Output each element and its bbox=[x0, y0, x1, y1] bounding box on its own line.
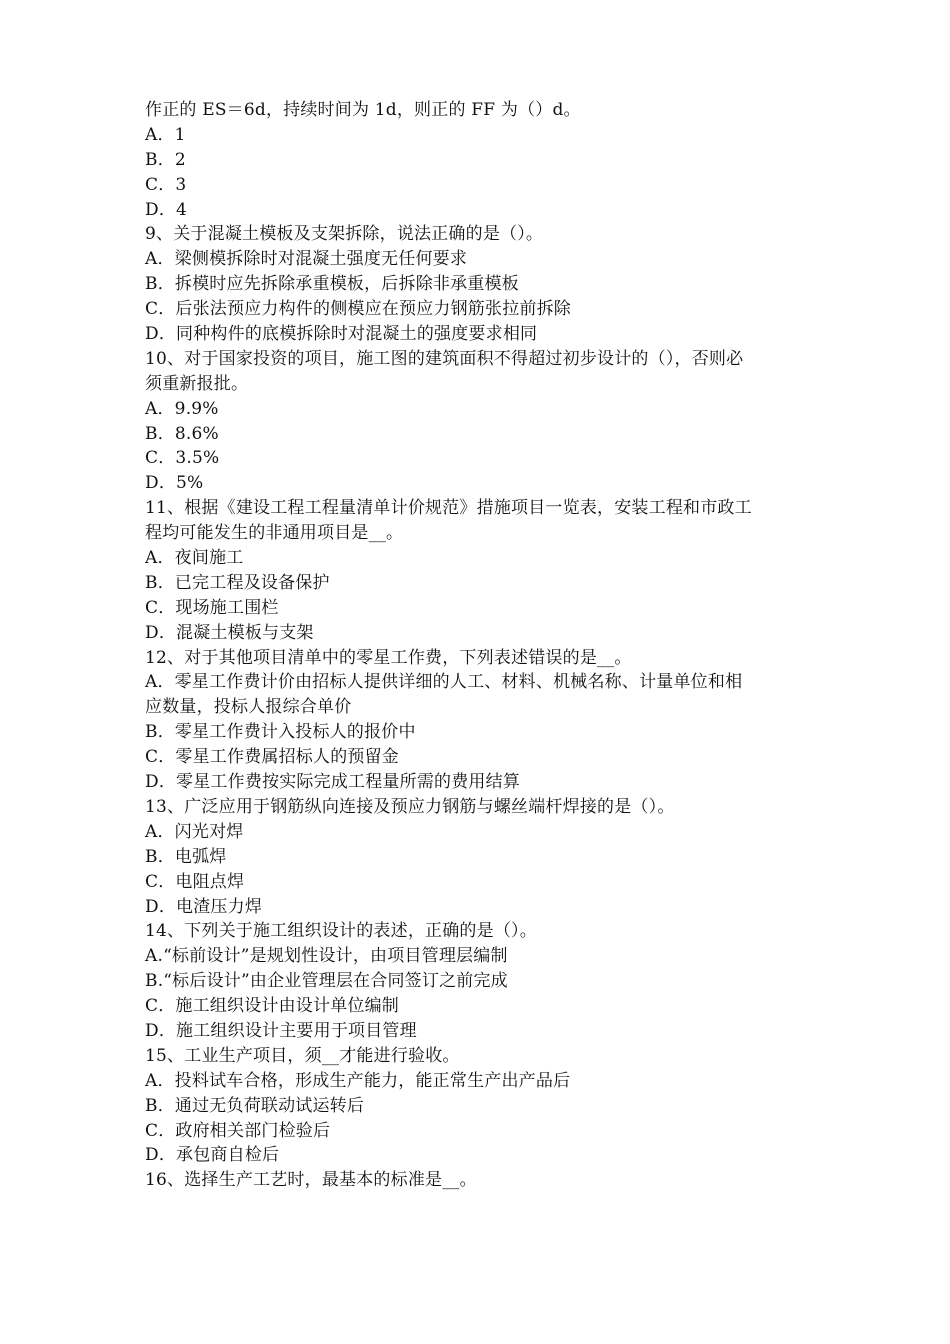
q12-option-d: D．零星工作费按实际完成工程量所需的费用结算 bbox=[145, 772, 521, 793]
q12-option-b: B．零星工作费计入投标人的报价中 bbox=[145, 722, 416, 743]
q9-option-c: C．后张法预应力构件的侧模应在预应力钢筋张拉前拆除 bbox=[145, 299, 572, 320]
q8-option-a: A．1 bbox=[145, 124, 186, 145]
q13-option-c: C．电阻点焊 bbox=[145, 871, 245, 892]
q11-option-c: C．现场施工围栏 bbox=[145, 597, 279, 618]
q12-option-a-line-2: 应数量，投标人报综合单价 bbox=[145, 697, 352, 718]
q13-option-b: B．电弧焊 bbox=[145, 846, 227, 867]
q11-option-d: D．混凝土模板与支架 bbox=[145, 622, 314, 643]
question-9-stem: 9、关于混凝土模板及支架拆除，说法正确的是（）。 bbox=[145, 224, 544, 245]
question-11-stem-line-1: 11、根据《建设工程工程量清单计价规范》措施项目一览表，安装工程和市政工 bbox=[145, 498, 752, 519]
q14-option-b: B.“标后设计”由企业管理层在合同签订之前完成 bbox=[145, 971, 508, 992]
question-11-stem-line-2: 程均可能发生的非通用项目是__。 bbox=[145, 523, 404, 544]
question-8-stem-tail: 作正的 ES＝6d，持续时间为 1d，则正的 FF 为（）d。 bbox=[145, 100, 581, 120]
q13-option-a: A．闪光对焊 bbox=[145, 821, 244, 842]
question-15-stem: 15、工业生产项目，须__才能进行验收。 bbox=[145, 1045, 460, 1066]
q9-option-b: B．拆模时应先拆除承重模板，后拆除非承重模板 bbox=[145, 274, 519, 295]
question-12-stem: 12、对于其他项目清单中的零星工作费，下列表述错误的是__。 bbox=[145, 647, 632, 668]
q14-option-a: A.“标前设计”是规划性设计，由项目管理层编制 bbox=[145, 946, 508, 967]
question-16-stem: 16、选择生产工艺时，最基本的标准是__。 bbox=[145, 1170, 477, 1191]
q9-option-d: D．同种构件的底模拆除时对混凝土的强度要求相同 bbox=[145, 324, 538, 345]
q8-option-d: D．4 bbox=[145, 199, 188, 220]
q14-option-c: C．施工组织设计由设计单位编制 bbox=[145, 996, 400, 1017]
q15-option-c: C．政府相关部门检验后 bbox=[145, 1120, 331, 1141]
q13-option-d: D．电渣压力焊 bbox=[145, 896, 263, 917]
question-14-stem: 14、下列关于施工组织设计的表述，正确的是（）。 bbox=[145, 921, 537, 942]
q8-option-c: C．3 bbox=[145, 174, 187, 195]
q11-option-b: B．已完工程及设备保护 bbox=[145, 572, 330, 593]
question-10-stem-line-1: 10、对于国家投资的项目，施工图的建筑面积不得超过初步设计的（），否则必 bbox=[145, 348, 744, 369]
q14-option-d: D．施工组织设计主要用于项目管理 bbox=[145, 1020, 417, 1041]
q15-option-a: A．投料试车合格，形成生产能力，能正常生产出产品后 bbox=[145, 1070, 571, 1091]
q11-option-a: A．夜间施工 bbox=[145, 548, 244, 569]
q10-option-c: C．3.5% bbox=[145, 448, 220, 469]
q12-option-a-line-1: A．零星工作费计价由招标人提供详细的人工、材料、机械名称、计量单位和相 bbox=[145, 672, 743, 693]
question-13-stem: 13、广泛应用于钢筋纵向连接及预应力钢筋与螺丝端杆焊接的是（）。 bbox=[145, 796, 675, 817]
q10-option-b: B．8.6% bbox=[145, 423, 219, 444]
q10-option-d: D．5% bbox=[145, 473, 204, 494]
q9-option-a: A．梁侧模拆除时对混凝土强度无任何要求 bbox=[145, 249, 468, 270]
question-10-stem-line-2: 须重新报批。 bbox=[145, 373, 249, 394]
q10-option-a: A．9.9% bbox=[145, 398, 219, 419]
question-text-block bbox=[145, 98, 817, 1193]
q15-option-b: B．通过无负荷联动试运转后 bbox=[145, 1095, 365, 1116]
q8-option-b: B．2 bbox=[145, 149, 186, 170]
q12-option-c: C．零星工作费属招标人的预留金 bbox=[145, 747, 400, 768]
q15-option-d: D．承包商自检后 bbox=[145, 1145, 280, 1166]
